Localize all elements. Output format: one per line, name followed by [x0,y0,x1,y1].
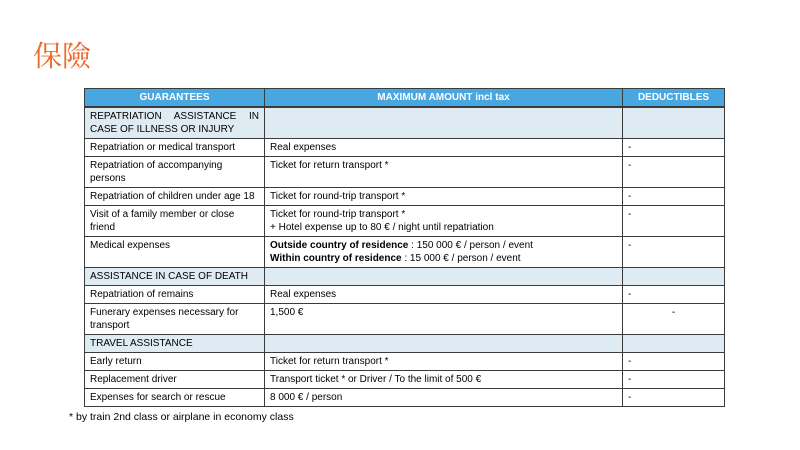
max-amount-text: 1,500 € [270,307,304,318]
max-amount-cell [265,353,623,371]
deductible-cell: - [623,139,725,157]
table-header-row [85,89,725,108]
col-header-deductibles: DEDUCTIBLES [623,89,725,108]
max-amount-text: : 15 000 € / person / event [401,253,521,264]
max-amount-cell [265,335,623,353]
max-amount-line [270,239,617,252]
table-row [85,157,725,188]
deductible-cell: - [623,188,725,206]
table-row [85,188,725,206]
max-amount-text: Transport ticket * or Driver / To the limit of 500 € [270,374,482,385]
max-amount-line [270,288,617,301]
table-row [85,206,725,237]
max-amount-line [270,159,617,172]
table-row [85,304,725,335]
section-row [85,335,725,353]
max-amount-cell [265,139,623,157]
deductible-cell: - [623,389,725,407]
guarantee-cell: Medical expenses [85,237,265,268]
col-header-guarantees: GUARANTEES [85,89,265,108]
max-amount-line [270,252,617,265]
table-row [85,353,725,371]
section-title-cell: TRAVEL ASSISTANCE [85,335,265,353]
max-amount-text: + Hotel expense up to 80 € / night until repatriation [270,222,494,233]
guarantee-cell: Repatriation of remains [85,286,265,304]
deductible-cell [623,335,725,353]
max-amount-cell [265,286,623,304]
max-amount-text: : 150 000 € / person / event [408,240,533,251]
section-title-cell: ASSISTANCE IN CASE OF DEATH [85,268,265,286]
table-row [85,139,725,157]
max-amount-line [270,208,617,221]
content-area [69,88,749,424]
section-title-cell: REPATRIATION ASSISTANCE IN CASE OF ILLNESS OR INJURY [85,107,265,139]
deductible-cell: - [623,286,725,304]
max-amount-text: Ticket for return transport * [270,356,389,367]
guarantee-cell: Repatriation of accompanying persons [85,157,265,188]
table-row [85,389,725,407]
deductible-cell: - [623,371,725,389]
deductible-cell: - [623,304,725,335]
max-amount-cell [265,206,623,237]
max-amount-cell [265,371,623,389]
max-amount-text: 8 000 € / person [270,392,343,403]
table-row [85,237,725,268]
guarantee-cell: Replacement driver [85,371,265,389]
deductible-cell: - [623,157,725,188]
table-row [85,286,725,304]
footnote: * by train 2nd class or airplane in economy class [69,411,294,423]
max-amount-line [270,373,617,386]
max-amount-line [270,221,617,234]
section-row [85,107,725,139]
guarantee-cell: Visit of a family member or close friend [85,206,265,237]
max-amount-cell [265,157,623,188]
max-amount-text: Ticket for round-trip transport * [270,191,406,202]
max-amount-text: Real expenses [270,142,337,153]
max-amount-cell [265,389,623,407]
insurance-table-body [85,107,725,407]
max-amount-line [270,190,617,203]
max-amount-text: Real expenses [270,289,337,300]
max-amount-cell [265,237,623,268]
deductible-cell [623,268,725,286]
guarantee-cell: Funerary expenses necessary for transport [85,304,265,335]
section-row [85,268,725,286]
deductible-cell: - [623,237,725,268]
max-amount-cell [265,304,623,335]
max-amount-cell [265,107,623,139]
max-amount-line [270,141,617,154]
slide-title: 保險 [33,41,92,73]
deductible-cell: - [623,206,725,237]
deductible-cell [623,107,725,139]
max-amount-cell [265,268,623,286]
max-amount-bold-text: Outside country of residence [270,240,409,251]
max-amount-text: Ticket for round-trip transport * [270,209,406,220]
max-amount-cell [265,188,623,206]
guarantee-cell: Expenses for search or rescue [85,389,265,407]
max-amount-text: Ticket for return transport * [270,160,389,171]
max-amount-line [270,391,617,404]
max-amount-line [270,355,617,368]
col-header-maximum-amount: MAXIMUM AMOUNT incl tax [265,89,623,108]
max-amount-line [270,306,617,319]
guarantee-cell: Repatriation or medical transport [85,139,265,157]
insurance-table [84,88,725,407]
guarantee-cell: Repatriation of children under age 18 [85,188,265,206]
deductible-cell: - [623,353,725,371]
table-row [85,371,725,389]
max-amount-bold-text: Within country of residence [270,253,402,264]
guarantee-cell: Early return [85,353,265,371]
